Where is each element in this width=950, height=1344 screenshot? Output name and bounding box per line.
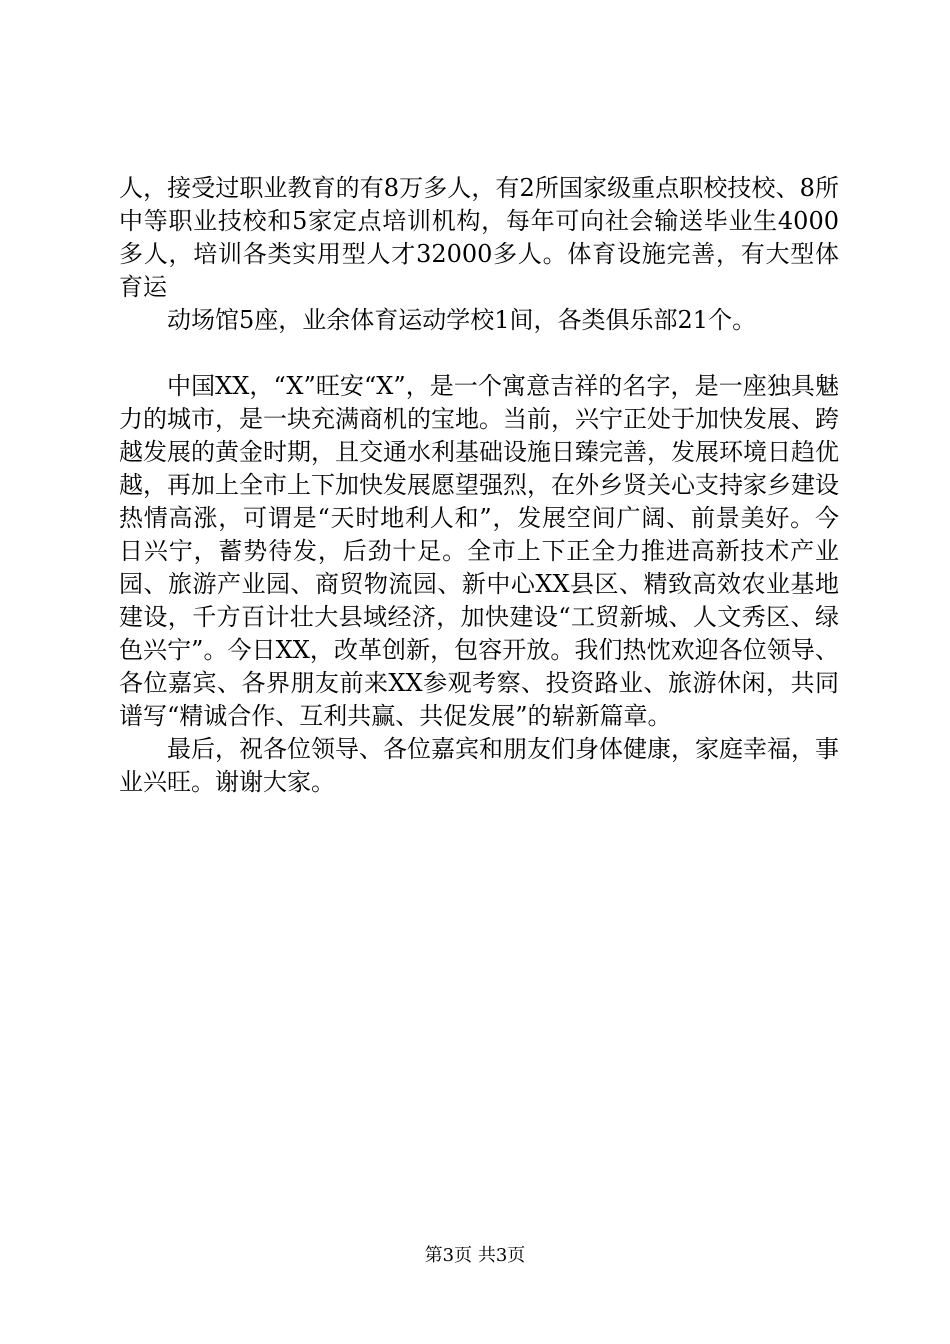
page-number-footer: 第3页 共3页 [424, 1245, 526, 1266]
paragraph-city-introduction: 中国XX，“X”旺安“X”，是一个寓意吉祥的名字，是一座独具魅力的城市，是一块充满商机的宝地。当前，兴宁正处于加快发展、跨越发展的黄金时期，且交通水利基础设施日臻完善，发展环境日趋优越，再加上全市上下加快发展愿望强烈，在外乡贤关心支持家乡建设热情高涨，可谓是“天时地利人和”，发展空间广阔、前景美好。今日兴宁，蓄势待发，后劲十足。全市上下正全力推进高新技术产业园、旅游产业园、商贸物流园、新中心XX县区、精致高效农业基地建设，千方百计壮大县域经济，加快建设“工贸新城、人文秀区、绿色兴宁”。今日XX，改革创新，包容开放。我们热忱欢迎各位领导、各位嘉宾、各界朋友前来XX参观考察、投资路业、旅游休闲，共同谱写“精诚合作、互利共赢、共促发展”的崭新篇章。 [119, 372, 839, 730]
document-body [119, 172, 839, 799]
paragraph-closing-wishes: 最后，祝各位领导、各位嘉宾和朋友们身体健康，家庭幸福，事业兴旺。谢谢大家。 [119, 735, 839, 796]
paragraph-sports-facilities: 动场馆5座，业余体育运动学校1间，各类俱乐部21个。 [167, 306, 757, 334]
paragraph-continuation: 人，接受过职业教育的有8万多人，有2所国家级重点职校技校、8所中等职业技校和5家定点培训机构，每年可向社会输送毕业生4000多人，培训各类实用型人才32000多人。体育设施完善，有大型体育运 [119, 174, 839, 301]
